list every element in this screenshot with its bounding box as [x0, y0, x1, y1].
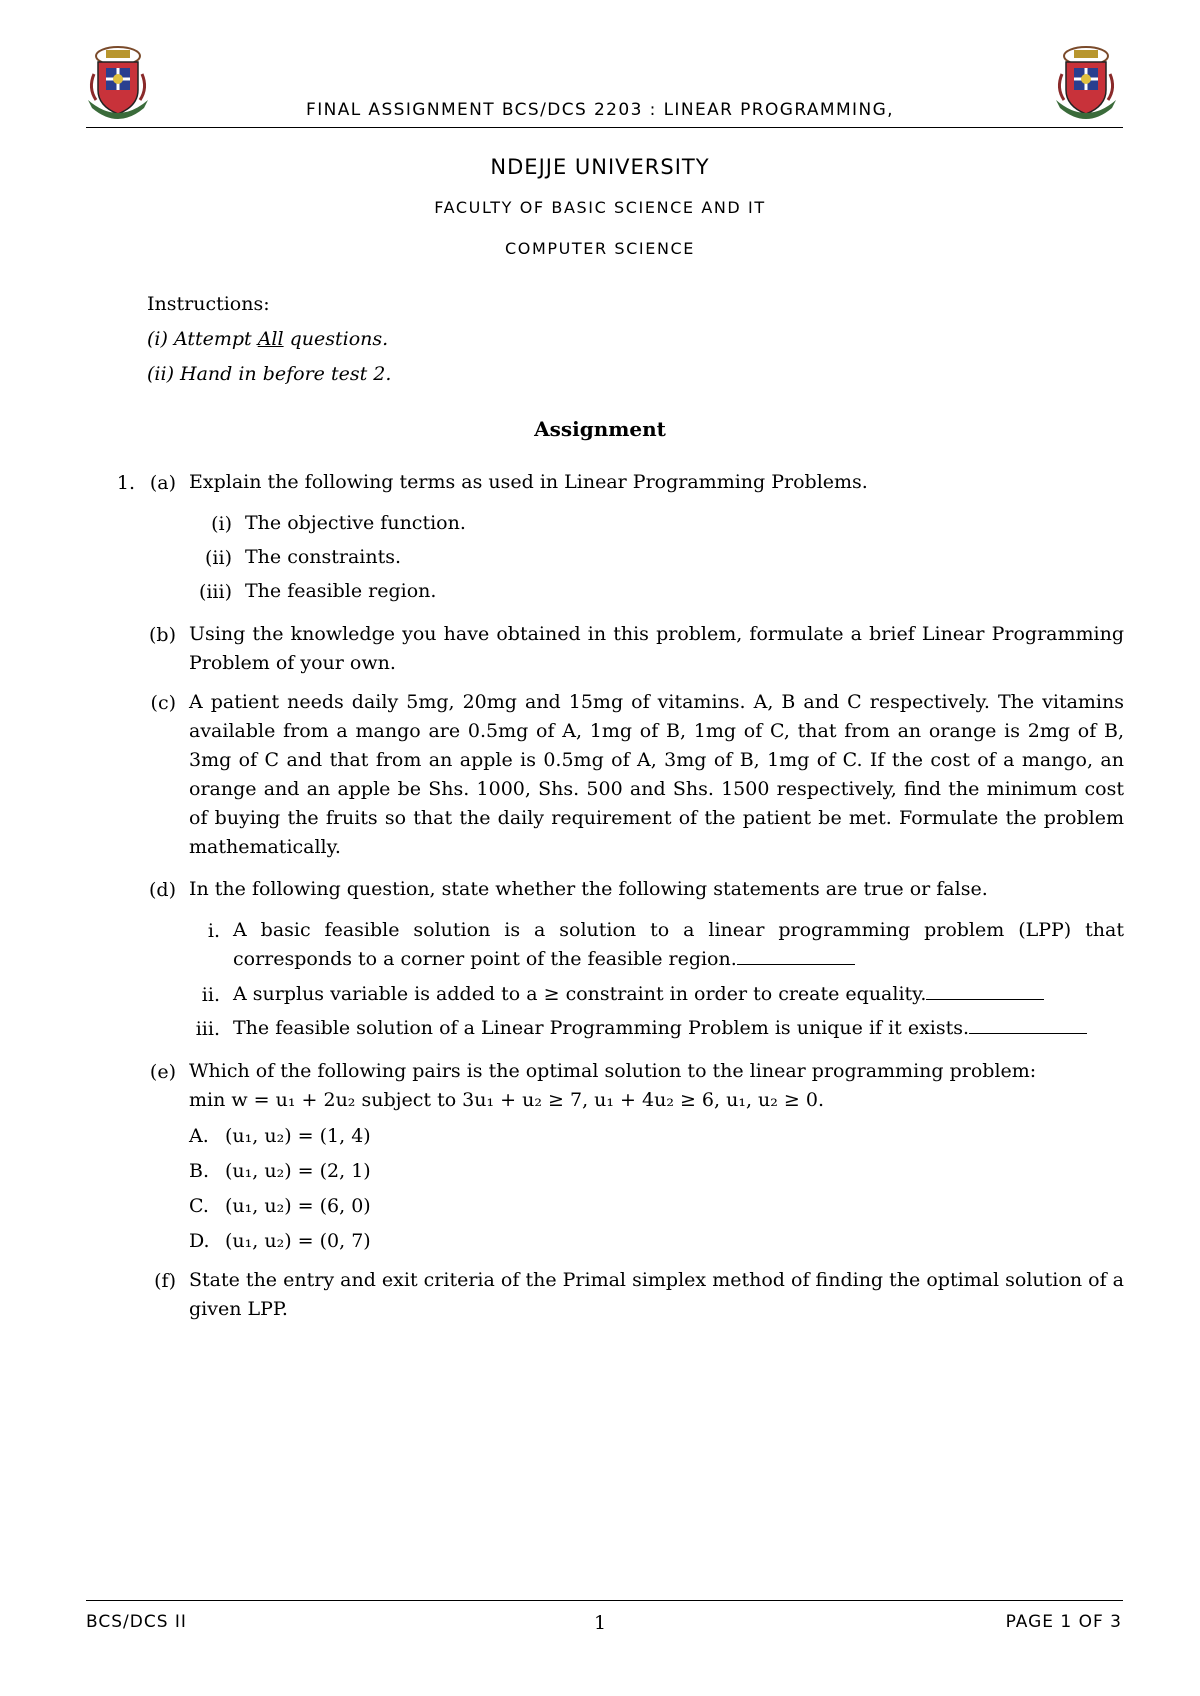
answer-blank[interactable] [926, 983, 1044, 1000]
answer-blank[interactable] [737, 948, 855, 965]
section-title: Assignment [534, 417, 666, 441]
part-e-label: (e) [149, 1061, 176, 1083]
faculty-name: FACULTY OF BASIC SCIENCE AND IT [434, 198, 766, 217]
part-b-text: Using the knowledge you have obtained in this problem, formulate a brief Linear Programming Problem of your own. [189, 623, 1124, 674]
part-d-item: A surplus variable is added to a ≥ constraint in order to create equality. [233, 980, 1124, 1009]
part-a-item: The objective function. [245, 512, 466, 534]
option-label: C. [189, 1195, 209, 1217]
part-e-text: Which of the following pairs is the optimal solution to the linear programming problem: [189, 1060, 1037, 1082]
answer-blank[interactable] [969, 1017, 1087, 1034]
department-name: COMPUTER SCIENCE [504, 239, 696, 258]
instructions-heading: Instructions: [147, 293, 270, 315]
part-a-item-label: (iii) [198, 581, 232, 603]
part-d-item-label: i. [207, 920, 220, 942]
footer-rule [86, 1600, 1123, 1601]
footer-course: BCS/DCS II [86, 1612, 187, 1632]
part-b-label: (b) [149, 624, 176, 646]
footer-page-number: 1 [593, 1612, 607, 1634]
part-d-item: A basic feasible solution is a solution to a linear programming problem (LPP) that corresponds to a corner point of the feasible region. [233, 919, 1124, 970]
university-crest-icon [1052, 44, 1120, 124]
part-a-item: The feasible region. [245, 580, 437, 602]
part-d-text: In the following question, state whether the following statements are true or false. [189, 878, 988, 900]
part-a-item: The constraints. [245, 546, 402, 568]
university-crest-icon [84, 44, 152, 124]
part-d-label: (d) [149, 879, 176, 901]
header-rule [86, 127, 1123, 128]
part-f-label: (f) [154, 1270, 176, 1292]
part-e-math: min w = u₁ + 2u₂ subject to 3u₁ + u₂ ≥ 7, u₁ + 4u₂ ≥ 6, u₁, u₂ ≥ 0. [189, 1089, 825, 1111]
part-a-item-label: (ii) [205, 547, 232, 569]
running-header: FINAL ASSIGNMENT BCS/DCS 2203 : LINEAR PROGRAMMING, [306, 100, 894, 120]
option-text[interactable]: (u₁, u₂) = (0, 7) [225, 1230, 371, 1252]
question-number: 1. [116, 472, 135, 494]
option-text[interactable]: (u₁, u₂) = (1, 4) [225, 1125, 371, 1147]
part-a-text: Explain the following terms as used in Linear Programming Problems. [189, 471, 868, 493]
university-name: NDEJJE UNIVERSITY [490, 155, 710, 179]
instruction-item-2: (ii) Hand in before test 2. [147, 363, 392, 385]
part-d-item-label: iii. [195, 1018, 220, 1040]
instruction-item-1: (i) Attempt All questions. [147, 328, 389, 350]
part-d-item: The feasible solution of a Linear Programming Problem is unique if it exists. [233, 1014, 1124, 1043]
part-d-item-label: ii. [201, 984, 220, 1006]
part-c-text: A patient needs daily 5mg, 20mg and 15mg of vitamins. A, B and C respectively. The vitamins available from a mango are 0.5mg of A, 1mg of B, 1mg of C, that from an orange is 2mg of B, 3mg of C and that from an apple is 0.5mg of A, 3mg of B, 1mg of C. If the cost of a mango, an orange and an apple be Shs. 1000, Shs. 500 and Shs. 1500 respectively, find the minimum cost of buying the fruits so that the daily requirement of the patient be met. Formulate the problem mathematically. [189, 691, 1124, 858]
option-label: A. [189, 1125, 209, 1147]
option-text[interactable]: (u₁, u₂) = (6, 0) [225, 1195, 371, 1217]
footer-page-count: PAGE 1 OF 3 [1005, 1612, 1122, 1632]
part-a-item-label: (i) [211, 513, 232, 535]
part-f-text: State the entry and exit criteria of the Primal simplex method of finding the optimal solution of a given LPP. [189, 1269, 1124, 1320]
part-a-label: (a) [149, 472, 176, 494]
option-label: D. [189, 1230, 210, 1252]
option-text[interactable]: (u₁, u₂) = (2, 1) [225, 1160, 371, 1182]
option-label: B. [189, 1160, 210, 1182]
part-c-label: (c) [150, 692, 176, 714]
